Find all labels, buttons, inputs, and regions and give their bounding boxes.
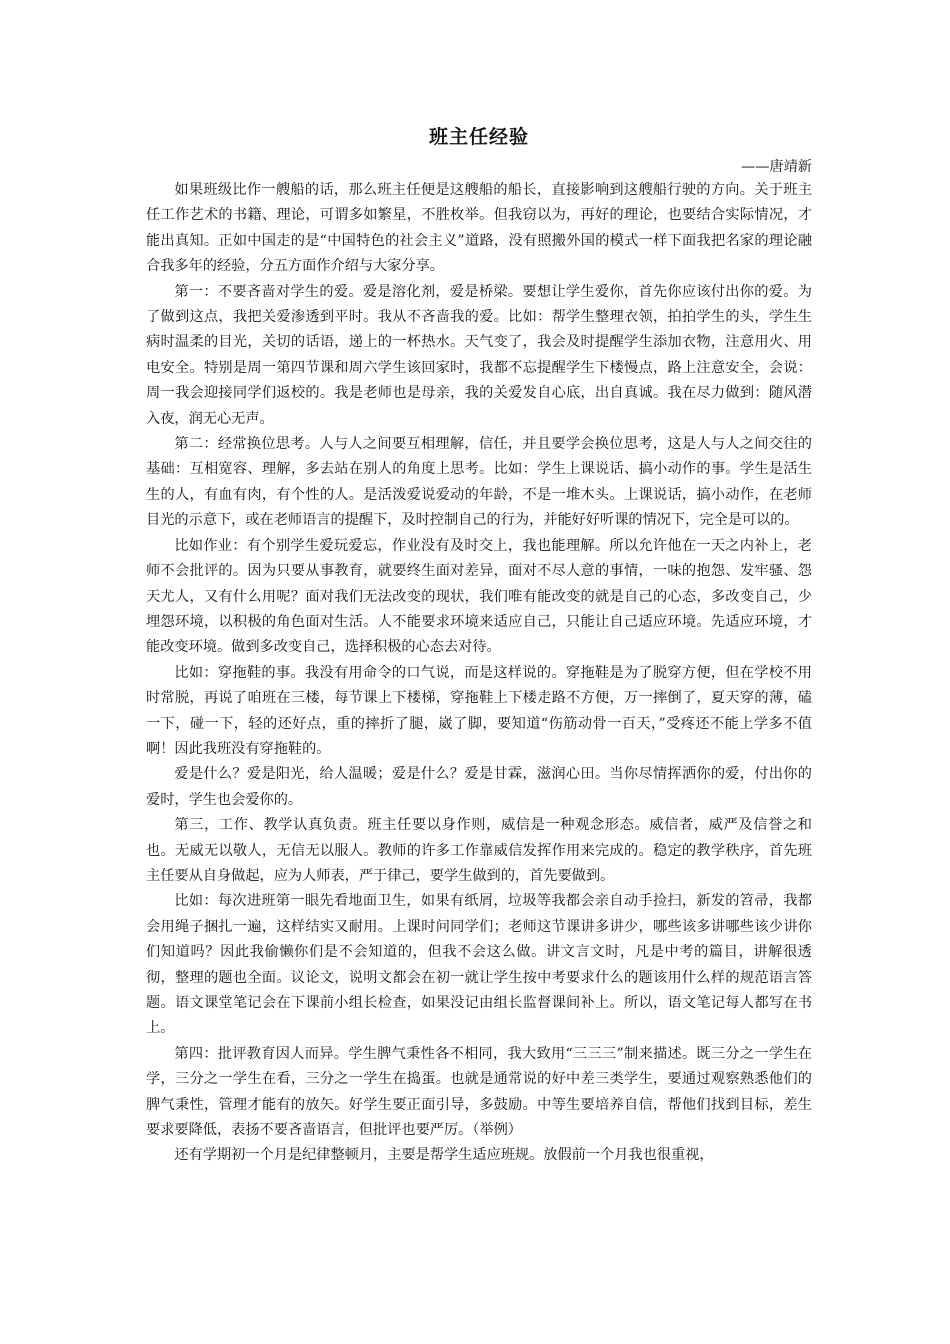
author-line: ——唐靖新 [741,159,812,175]
paragraph-discipline-month: 还有学期初一个月是纪律整顿月，主要是帮学生适应班规。放假前一个月我也很重视， [174,1147,714,1164]
document-page [146,118,812,1169]
document-title: 班主任经验 [428,126,529,148]
paragraph-slippers-example: 比如：穿拖鞋的事。我没有用命令的口气说，而是这样说的。穿拖鞋是为了脱穿方便，但在学校不用时常脱，再说了咱班在三楼，每节课上下楼梯，穿拖鞋上下楼走路不方便，万一摔倒了，夏天穿的薄，磕一下，碰一下，轻的还好点，重的摔折了腿，崴了脚，要知道“伤筋动骨一百天，”受疼还不能上学多不值啊！因此我班没有穿拖鞋的。 [146,664,812,757]
paragraph-what-is-love: 爱是什么？爱是阳光，给人温暖；爱是什么？爱是甘霖，滋润心田。当你尽情挥洒你的爱，付出你的爱时，学生也会爱你的。 [146,766,812,808]
paragraph-point-one: 第一：不要吝啬对学生的爱。爱是溶化剂，爱是桥梁。要想让学生爱你，首先你应该付出你的爱。为了做到这点，我把关爱渗透到平时。我从不吝啬我的爱。比如：帮学生整理衣领，拍拍学生的头，学生生病时温柔的目光，关切的话语，递上的一杯热水。天气变了，我会及时提醒学生添加衣物，注意用火、用电安全。特别是周一第四节课和周六学生该回家时，我都不忘提醒学生下楼慢点，路上注意安全，会说：周一我会迎接同学们返校的。我是老师也是母亲，我的关爱发自心底，出自真诚。我在尽力做到：随风潜入夜，润无心无声。 [146,283,812,427]
paragraph-intro: 如果班级比作一艘船的话，那么班主任便是这艘船的船长，直接影响到这艘船行驶的方向。关于班主任工作艺术的书籍、理论，可谓多如繁星，不胜枚举。但我窃以为，再好的理论，也要结合实际情况，才能出真知。正如中国走的是“中国特色的社会主义”道路，没有照搬外国的模式一样下面我把名家的理论融合我多年的经验，分五方面作介绍与大家分享。 [146,182,812,275]
paragraph-point-two: 第二：经常换位思考。人与人之间要互相理解，信任，并且要学会换位思考，这是人与人之间交往的基础：互相宽容、理解，多去站在别人的角度上思考。比如：学生上课说话、搞小动作的事。学生是活生生的人，有血有肉，有个性的人。是活泼爱说爱动的年龄，不是一堆木头。上课说话，搞小动作，在老师目光的示意下，或在老师语言的提醒下，及时控制自己的行为，并能好好听课的情况下，完全是可以的。 [146,436,812,529]
paragraph-point-three: 第三，工作、教学认真负责。班主任要以身作则，威信是一种观念形态。威信者，威严及信誉之和也。无威无以敬人，无信无以服人。教师的许多工作靠威信发挥作用来完成的。稳定的教学秩序，首先班主任要从自身做起，应为人师表，严于律己，要学生做到的，首先要做到。 [146,817,812,884]
paragraph-homework-example: 比如作业：有个别学生爱玩爱忘，作业没有及时交上，我也能理解。所以允许他在一天之内补上，老师不会批评的。因为只要从事教育，就要终生面对差异，面对不尽人意的事情，一味的抱怨、发牢骚、怨天尤人，又有什么用呢？面对我们无法改变的现状，我们唯有能改变的就是自己的心态，多改变自己，少埋怨环境，以积极的角色面对生活。人不能要求环境来适应自己，只能让自己适应环境。先适应环境，才能改变环境。做到多改变自己，选择积极的心态去对待。 [146,537,812,656]
paragraph-point-four: 第四：批评教育因人而异。学生脾气秉性各不相同，我大致用“三三三”制来描述。既三分之一学生在学，三分之一学生在看，三分之一学生在捣蛋。也就是通常说的好中差三类学生，要通过观察熟悉他们的脾气秉性，管理才能有的放矢。好学生要正面引导，多鼓励。中等生要培养自信，帮他们找到目标，差生要求要降低，表扬不要吝啬语言，但批评也要严厉。（举例） [146,1045,812,1139]
paragraph-classroom-example: 比如：每次进班第一眼先看地面卫生，如果有纸屑，垃圾等我都会亲自动手捡扫，新发的笤帚，我都会用绳子捆扎一遍，这样结实又耐用。上课时问同学们；老师这节课讲多讲少，哪些该多讲哪些该少讲你们知道吗？因此我偷懒你们是不会知道的，但我不会这么做。讲文言文时，凡是中考的篇目，讲解很透彻，整理的题也全面。议论文，说明文都会在初一就让学生按中考要求什么的题该用什么样的规范语言答题。语文课堂笔记会在下课前小组长检查，如果没记由组长监督课间补上。所以，语文笔记每人都写在书上。 [146,893,812,1037]
